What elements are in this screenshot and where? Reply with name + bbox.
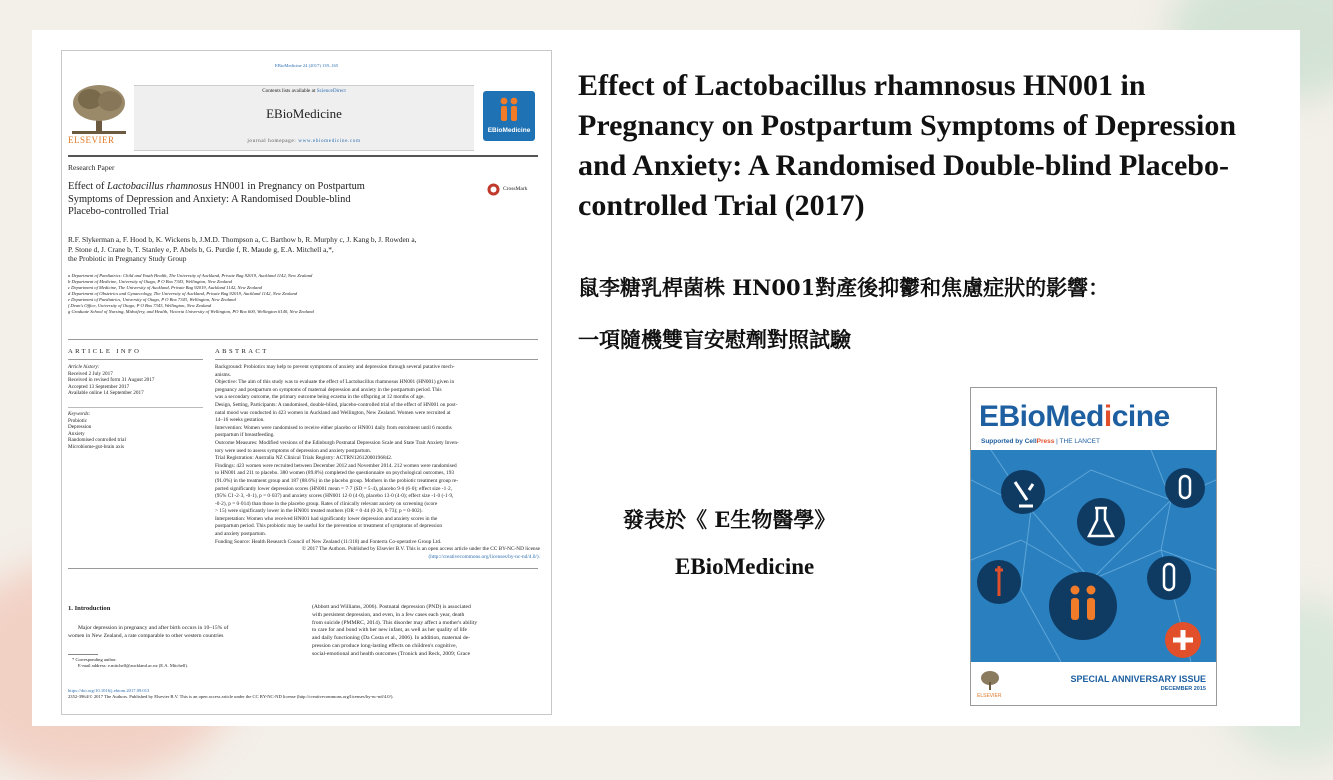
abstract-line: anisms. xyxy=(215,371,232,378)
crossmark-badge[interactable] xyxy=(487,183,543,197)
abstract-line: © 2017 The Authors. Published by Elsevier B.V. This is an open access article under the CC BY-NC-ND license xyxy=(301,546,540,553)
slide-title-chinese xyxy=(578,262,1278,366)
journal-header-band xyxy=(134,85,474,151)
abstract-line: Intervention: Women were randomised to receive either placebo or HN001 daily from enrolment until 6 months xyxy=(215,424,452,431)
abstract-line: > 15) were significantly lower in the HN001 treated mothers (OR = 0·44 (0·26, 0·73); p = 0·002). xyxy=(215,508,423,515)
author-list xyxy=(68,235,543,264)
abstract-line: Outcome Measures: Modified versions of the Edinburgh Postnatal Depression Scale and State Trait Anxiety Inven- xyxy=(215,439,459,446)
sciencedirect-link[interactable]: ScienceDirect xyxy=(316,88,346,94)
abstract-line: Design, Setting, Participants: A randomised, double-blind, placebo-controlled trial of the effect of HN001 on post- xyxy=(215,401,458,408)
journal-homepage xyxy=(134,138,474,145)
abstract-body xyxy=(215,364,540,561)
cover-illustration xyxy=(971,450,1216,662)
cover-title-b: cine xyxy=(1111,400,1170,433)
homepage-link[interactable]: www.ebiomedicine.com xyxy=(298,138,361,144)
doi-block xyxy=(68,688,546,700)
abstract-line: Findings: 423 women were recruited between December 2012 and November 2014. 212 women were randomised xyxy=(215,462,457,469)
slide-title-chinese-line2: 一項隨機雙盲安慰劑對照試驗 xyxy=(578,327,851,352)
footnote-email[interactable]: E-mail address: e.mitchell@auckland.ac.nz (E.A. Mitchell). xyxy=(78,663,189,668)
cover-title-a: EBioMed xyxy=(979,400,1104,433)
affiliation: a Department of Paediatrics: Child and Youth Health, The University of Auckland, Private Bag 92019, Auckland 1142, New Zealand xyxy=(68,273,313,278)
affiliations xyxy=(68,273,538,315)
header-rule xyxy=(68,155,538,157)
history-label: Article history: xyxy=(68,364,100,370)
journal-cover xyxy=(970,387,1217,706)
intro-line: (Abbott and Williams, 2006). Postnatal depression (PND) is associated xyxy=(312,604,471,610)
supported-prefix: Supported by xyxy=(981,438,1023,445)
history-item: Received 2 July 2017 xyxy=(68,370,113,377)
keywords xyxy=(68,411,208,451)
authors-line1: R.F. Slykerman a, F. Hood b, K. Wickens b, J.M.D. Thompson a, C. Barthow b, R. Murphy c, J. Kang b, J. Rowden a, xyxy=(68,235,417,244)
affiliation: b Department of Medicine, University of Otago, P O Box 7343, Wellington, New Zealand xyxy=(68,279,232,284)
journal-name: EBioMedicine xyxy=(266,106,342,121)
affiliation: d Department of Obstetrics and Gynaecology, The University of Auckland, Private Bag 92019, Auckland 1142, New Zealand xyxy=(68,291,298,296)
cover-issue-label: SPECIAL ANNIVERSARY ISSUE xyxy=(1070,674,1206,684)
intro-line: social-emotional and health outcomes (Tronick and Reck, 2009; Grace xyxy=(312,650,471,657)
abstract-line: and anxiety postpartum. xyxy=(215,531,267,538)
flask-icon xyxy=(1077,498,1125,546)
keyword: Anxiety xyxy=(68,430,85,437)
keyword: Probiotic xyxy=(68,417,88,424)
supported-lancet: | THE LANCET xyxy=(1054,438,1100,445)
paper-first-page xyxy=(61,50,552,715)
footnote-rule xyxy=(68,654,98,655)
ebiomedicine-journal-logo xyxy=(483,91,535,141)
issn-line: 2352-3964/© 2017 The Authors. Published by Elsevier B.V. This is an open access article under the CC BY-NC-ND license (http://creativecommons.org/licenses/by-nc-nd/4.0/). xyxy=(68,694,394,699)
article-history xyxy=(68,364,208,397)
journal-reference[interactable]: EBioMedicine 24 (2017) 139–165 xyxy=(274,63,339,68)
affiliation: g Graduate School of Nursing, Midwifery, and Health, Victoria University of Wellington, PO Box 600, Wellington 6140, New Zealand xyxy=(68,309,314,314)
abstract-line: Interpretation: Women who received HN001 had significantly lower depression and anxiety scores in the xyxy=(215,515,438,522)
info-rule xyxy=(68,359,203,360)
abstract-line: Funding Source: Health Research Council of New Zealand (11/318) and Fonterra Co-operative Group Ltd. xyxy=(215,538,442,545)
title-line1-b: HN001 in Pregnancy on Postpartum xyxy=(211,181,365,192)
abstract-line: Objective: The aim of this study was to evaluate the effect of Lactobacillus rhamnosus HN001 (HN001) given in xyxy=(215,379,455,386)
title-line1-a: Effect of xyxy=(68,181,108,192)
abstract-line: Trial Registration: Australia NZ Clinical Trials Registry: ACTRN12612000196842. xyxy=(215,455,393,462)
supported-cell: Cell xyxy=(1024,438,1037,445)
published-in-english: EBioMedicine xyxy=(675,554,815,579)
abstract-line: pregnancy and postpartum on symptoms of maternal depression and anxiety in the postpartum period. This xyxy=(215,386,442,393)
elsevier-logo xyxy=(68,83,130,145)
intro-line: from suicide (PMMRC, 2014). This disorder may affect a mother's ability xyxy=(312,619,478,626)
paper-type: Research Paper xyxy=(68,163,115,172)
history-item: Accepted 13 September 2017 xyxy=(68,383,130,390)
abstract-line: natal mood was conducted in 423 women in Auckland and Wellington, New Zealand. Women were recruited at xyxy=(215,409,451,416)
people-icon xyxy=(483,93,535,127)
history-item: Received in revised form 31 August 2017 xyxy=(68,377,155,384)
authors-line2: P. Stone d, J. Crane b, T. Stanley e, P. Abels b, G. Purdie f, R. Maude g, E.A. Mitchell a,*, xyxy=(68,244,334,254)
keyword: Microbiome-gut-brain axis xyxy=(68,443,125,450)
abstract-end-rule xyxy=(68,568,538,569)
abstract-line: ported significantly lower depression scores (HN001 mean = 7·7 (SD = 5·4), placebo 9·0 (6·0); effect size -1·2, xyxy=(215,485,452,492)
intro-line: women in New Zealand, a rate comparable to other western countries xyxy=(68,632,224,639)
published-in-chinese: 發表於《 E生物醫學》 xyxy=(623,507,836,532)
intro-line: and daily functioning (Da Costa et al., 2006). In addition, maternal de- xyxy=(312,635,470,642)
article-info-heading: ARTICLE INFO xyxy=(68,348,142,355)
cover-issue-date: DECEMBER 2015 xyxy=(1160,686,1206,692)
slide-title-english: Effect of Lactobacillus rhamnosus HN001 in Pregnancy on Postpartum Symptoms of Depression and Anxiety: A Randomised Double-blind Placebo-controlled Trial (2017) xyxy=(578,69,1237,222)
section-rule xyxy=(68,339,538,340)
footnote-line: * Corresponding author. xyxy=(72,657,117,662)
homepage-label: journal homepage: xyxy=(247,138,297,144)
medical-cross-icon xyxy=(1165,622,1201,658)
abstract-line: postpartum period. This probiotic may be useful for the prevention or treatment of symptoms of depression xyxy=(215,523,443,530)
contents-line xyxy=(134,88,474,95)
crossmark-label: CrossMark xyxy=(503,186,528,192)
contents-text: Contents lists available at xyxy=(262,88,316,94)
cover-supported xyxy=(981,438,1100,445)
people-logo-icon xyxy=(1049,572,1117,640)
abstract-line: Background: Probiotics may help to prevent symptoms of anxiety and depression through several putative mech- xyxy=(215,364,455,370)
keyword: Randomised controlled trial xyxy=(68,437,126,444)
doi-link[interactable]: https://doi.org/10.1016/j.ebiom.2017.09.013 xyxy=(68,688,150,693)
authors-line3: the Probiotic in Pregnancy Study Group xyxy=(68,254,187,264)
paper-title-line3: Placebo-controlled Trial xyxy=(68,206,169,218)
intro-line: to care for and bond with her new infant, as well as her quality of life xyxy=(312,627,468,634)
intro-line: Major depression in pregnancy and after birth occurs in 10–15% of xyxy=(78,625,229,631)
abstract-line: to HN001 and 211 to placebo. 380 women (89.8%) completed the questionnaire on psychological outcomes, 193 xyxy=(215,470,454,477)
abstract-rule xyxy=(215,359,538,360)
elsevier-wordmark: ELSEVIER xyxy=(68,135,115,145)
crossmark-icon xyxy=(487,183,500,196)
footnote xyxy=(68,657,298,669)
affiliation: e Department of Paediatrics, University of Otago, P O Box 7343, Wellington, New Zealand xyxy=(68,297,236,302)
abstract-line: 14–16 weeks gestation. xyxy=(215,417,265,424)
history-rule xyxy=(68,407,203,408)
paper-title xyxy=(68,181,488,219)
microscope-icon xyxy=(1001,470,1045,514)
affiliation: c Department of Medicine, The University of Auckland, Private Bag 92019, Auckland 1142, New Zealand xyxy=(68,285,262,290)
intro-line: pression can produce long-lasting effects on children's cognitive, xyxy=(312,642,458,649)
affiliation: f Dean's Office, University of Otago, P O Box 7343, Wellington, New Zealand xyxy=(68,303,212,308)
abstract-line: -0·2), p = 0·014) than those in the placebo group. Rates of clinically relevant anxiety on screening (score xyxy=(215,500,438,507)
intro-left-column xyxy=(68,625,293,641)
intro-line: with persistent depression, and even, in a few cases each year, death xyxy=(312,611,465,618)
abstract-line: (95% CI -2·3, -0·1), p = 0·037) and anxiety scores (HN001 12·0 (4·0), placebo 13·0 (4·0); effect size -1·0 (-1·9, xyxy=(215,493,454,500)
paper-title-line2: Symptoms of Depression and Anxiety: A Randomised Double-blind xyxy=(68,193,351,205)
abstract-line: tory were used to assess symptoms of depression and anxiety postpartum. xyxy=(215,447,372,454)
cover-title-i: i xyxy=(1103,400,1112,433)
intro-right-column xyxy=(312,604,542,659)
abstract-line[interactable]: (http://creativecommons.org/licenses/by-nc-nd/4.0/). xyxy=(428,553,540,560)
test-tube-icon xyxy=(1147,556,1191,600)
elsevier-tree-icon xyxy=(979,670,1001,692)
abstract-line: was a secondary outcome, the primary outcome being eczema in the offspring at 12 months of age. xyxy=(215,394,425,401)
paper-title-line1 xyxy=(68,181,488,194)
pill-icon xyxy=(1165,468,1205,508)
history-item: Available online 14 September 2017 xyxy=(68,390,144,397)
supported-press: Press xyxy=(1036,438,1055,445)
keyword: Depression xyxy=(68,424,92,431)
cover-publisher: ELSEVIER xyxy=(977,693,1002,699)
journal-logo-text: EBioMedicine xyxy=(487,127,531,134)
slide-title-chinese-line1: 鼠李糖乳桿菌株 HN001對產後抑鬱和焦慮症狀的影響： xyxy=(578,275,1110,300)
title-line1-species: Lactobacillus rhamnosus xyxy=(107,181,212,192)
abstract-line: (91.0%) in the treatment group and 187 (88.6%) in the placebo group. Mothers in the probiotic treatment group re- xyxy=(215,477,459,484)
abstract-heading: ABSTRACT xyxy=(215,348,269,355)
cover-title xyxy=(979,400,1170,434)
cover-footer xyxy=(971,662,1216,705)
intro-heading: 1. Introduction xyxy=(68,605,111,612)
keywords-label: Keywords: xyxy=(68,411,91,417)
syringe-icon xyxy=(977,560,1021,604)
abstract-line: postpartum if breastfeeding. xyxy=(215,432,275,439)
